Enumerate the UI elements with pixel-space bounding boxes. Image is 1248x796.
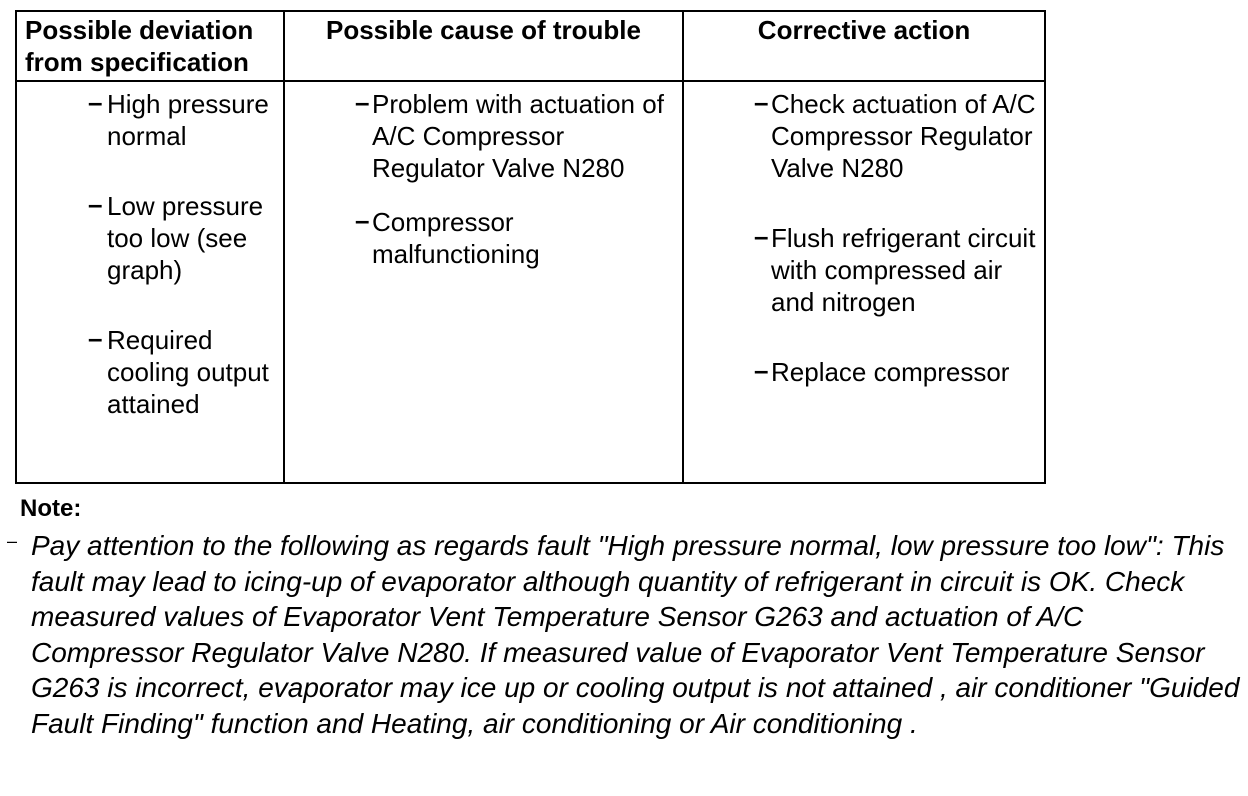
dash-bullet: – (754, 221, 769, 251)
dash-bullet: – (88, 323, 103, 353)
list-item (754, 87, 1044, 184)
dash-bullet: – (88, 87, 103, 117)
dash-bullet: – (88, 189, 103, 219)
action-text: Replace compressor (771, 357, 1010, 387)
column-header-cause: Possible cause of trouble (284, 11, 683, 81)
list-item (88, 189, 283, 286)
cause-text: Compressor malfunctioning (372, 207, 540, 269)
dash-bullet: – (754, 355, 769, 385)
cause-list (285, 88, 682, 270)
list-item (355, 205, 682, 270)
list-item (355, 87, 682, 184)
list-item (88, 323, 283, 420)
action-text: Check actuation of A/C Compressor Regulator Valve N280 (771, 89, 1036, 183)
dash-bullet: – (355, 87, 370, 117)
list-item (754, 355, 1044, 388)
list-item (754, 221, 1044, 318)
note-dash-bullet: – (7, 531, 18, 551)
column-header-action: Corrective action (683, 11, 1045, 81)
list-item (88, 87, 283, 152)
dash-bullet: – (355, 205, 370, 235)
cause-cell (284, 81, 683, 483)
deviation-text: High pressure normal (107, 89, 269, 151)
action-list (684, 88, 1044, 388)
deviation-list (17, 88, 283, 420)
action-text: Flush refrigerant circuit with compressed air and nitrogen (771, 223, 1036, 317)
action-cell (683, 81, 1045, 483)
column-header-deviation: Possible deviation from specification (16, 11, 284, 81)
note-heading: Note: (20, 495, 82, 522)
deviation-text: Required cooling output attained (107, 325, 269, 419)
troubleshooting-table (15, 10, 1046, 484)
dash-bullet: – (754, 87, 769, 117)
table-header-row (16, 11, 1045, 81)
deviation-cell (16, 81, 284, 483)
note-text: Pay attention to the following as regards fault "High pressure normal, low pressure too low": This fault may lead to icing-up of evaporator although quantity of refrigerant in circuit is OK. Check measured values of Evaporator Vent Temperature Sensor G263 and actuation of A/C Compressor Regulator Valve N280. If measured value of Evaporator Vent Temperature Sensor G263 is incorrect, evaporator may ice up or cooling output is not attained , air conditioner "Guided Fault Finding" function and Heating, air conditioning or Air conditioning . (31, 530, 1240, 739)
cause-text: Problem with actuation of A/C Compressor Regulator Valve N280 (372, 89, 664, 183)
deviation-text: Low pressure too low (see graph) (107, 191, 264, 285)
table-row (16, 81, 1045, 483)
